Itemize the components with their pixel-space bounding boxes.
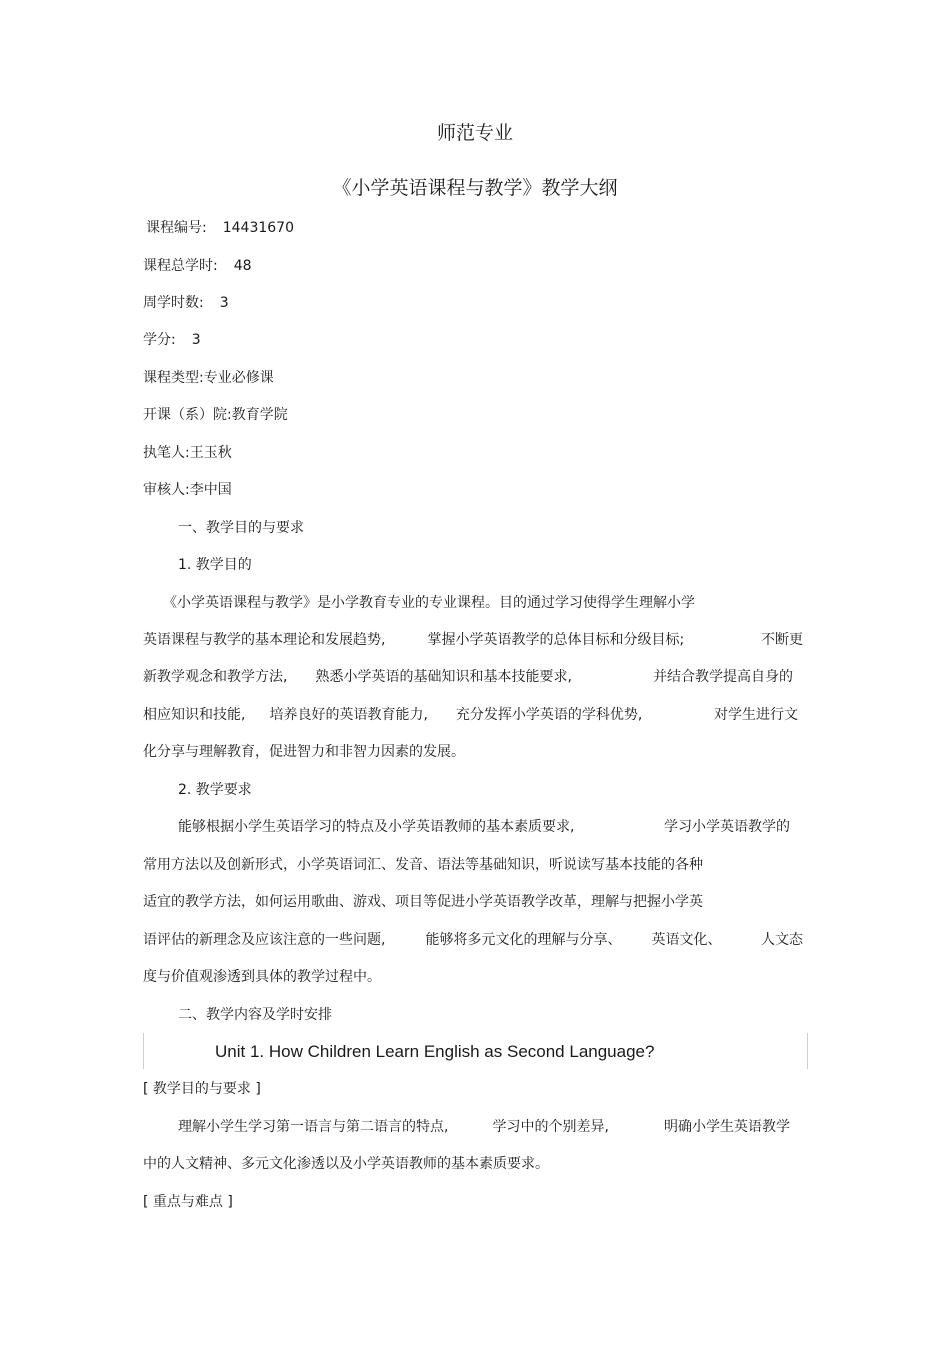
info-author: 执笔人:王玉秋: [143, 445, 232, 461]
info-course-code: 课程编号: 14431670: [146, 220, 294, 236]
major-heading: 师范专业: [436, 122, 513, 144]
info-weekly-hours: 周学时数: 3: [143, 295, 229, 311]
goal-line-2: 中的人文精神、多元文化渗透以及小学英语教师的基本素质要求。: [143, 1156, 549, 1172]
goal-line-1: 理解小学生学习第一语言与第二语言的特点, 学习中的个别差异, 明确小学生英语教学: [178, 1119, 790, 1135]
requirements-line-4: 语评估的新理念及应该注意的一些问题, 能够将多元文化的理解与分享、 英语文化、 人文态: [143, 932, 803, 948]
requirements-line-5: 度与价值观渗透到具体的教学过程中。: [143, 969, 381, 985]
requirements-heading: 2. 教学要求: [178, 782, 252, 798]
requirements-line-3: 适宜的教学方法，如何运用歌曲、游戏、项目等促进小学英语教学改革，理解与把握小学英: [143, 894, 703, 910]
syllabus-title: 《小学英语课程与教学》教学大纲: [332, 177, 618, 199]
focus-tag: [ 重点与难点 ]: [143, 1194, 233, 1210]
purpose-line-1: 《小学英语课程与教学》是小学教育专业的专业课程。目的通过学习使得学生理解小学: [163, 595, 695, 611]
section2-heading: 二、教学内容及学时安排: [178, 1007, 332, 1023]
unit-title: Unit 1. How Children Learn English as Second Language?: [215, 1042, 655, 1061]
info-reviewer: 审核人:李中国: [143, 482, 232, 498]
info-department: 开课（系）院:教育学院: [143, 407, 288, 423]
info-course-type: 课程类型:专业必修课: [143, 370, 274, 386]
info-total-hours: 课程总学时: 48: [143, 258, 252, 274]
requirements-line-1: 能够根据小学生英语学习的特点及小学英语教师的基本素质要求, 学习小学英语教学的: [178, 819, 790, 835]
goal-tag: [ 教学目的与要求 ]: [143, 1081, 261, 1097]
purpose-line-2: 英语课程与教学的基本理论和发展趋势, 掌握小学英语教学的总体目标和分级目标; 不断更: [143, 632, 803, 648]
info-credits: 学分: 3: [143, 332, 201, 348]
requirements-line-2: 常用方法以及创新形式，小学英语词汇、发音、语法等基础知识，听说读写基本技能的各种: [143, 857, 703, 873]
purpose-line-3: 新教学观念和教学方法, 熟悉小学英语的基础知识和基本技能要求, 并结合教学提高自身的: [143, 669, 793, 685]
section1-heading: 一、教学目的与要求: [178, 520, 304, 536]
purpose-line-4: 相应知识和技能, 培养良好的英语教育能力, 充分发挥小学英语的学科优势, 对学生进行文: [143, 707, 798, 723]
purpose-line-5: 化分享与理解教育，促进智力和非智力因素的发展。: [143, 744, 465, 760]
purpose-heading: 1. 教学目的: [178, 557, 252, 573]
